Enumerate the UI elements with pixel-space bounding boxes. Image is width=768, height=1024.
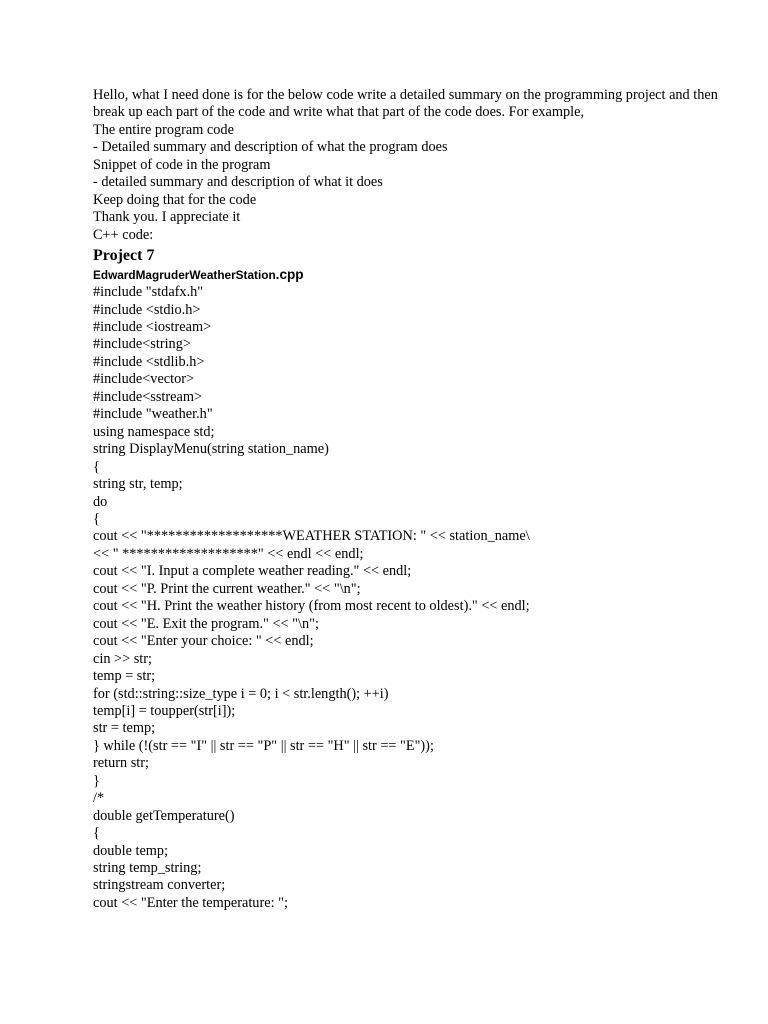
code-line: cin >> str; (93, 650, 153, 667)
code-line: cout << "E. Exit the program." << "\n"; (93, 615, 319, 632)
code-line: #include <iostream> (93, 318, 212, 335)
code-line: cout << "H. Print the weather history (from most recent to oldest)." << endl; (93, 598, 530, 615)
intro-line: Thank you. I appreciate it (93, 209, 241, 226)
code-line: #include<string> (93, 336, 191, 353)
code-line: } while (!(str == "I" || str == "P" || str == "H" || str == "E")); (93, 737, 434, 754)
file-name: EdwardMagruderWeatherStation (93, 268, 276, 283)
file-name-heading (93, 266, 733, 284)
document-content (93, 87, 733, 912)
code-line: cout << "I. Input a complete weather reading." << endl; (93, 563, 412, 580)
code-line: #include<vector> (93, 371, 195, 388)
code-line: } (93, 772, 100, 789)
code-line: temp[i] = toupper(str[i]); (93, 702, 236, 719)
intro-lines (93, 122, 733, 244)
intro-line: Snippet of code in the program (93, 156, 271, 173)
intro-line: - detailed summary and description of what it does (93, 174, 383, 191)
code-line: str = temp; (93, 720, 156, 737)
intro-paragraph: Hello, what I need done is for the below code write a detailed summary on the programming project and then break up each part of the code and write what that part of the code does. For example, (93, 87, 718, 121)
code-line: { (93, 510, 100, 527)
code-line: /* (93, 790, 105, 807)
code-line: string temp_string; (93, 860, 202, 877)
code-line: #include "stdafx.h" (93, 284, 204, 301)
code-line: using namespace std; (93, 423, 215, 440)
code-line: string DisplayMenu(string station_name) (93, 441, 329, 458)
code-line: #include "weather.h" (93, 406, 213, 423)
intro-line: The entire program code (93, 121, 234, 138)
file-extension: .cpp (275, 267, 304, 283)
code-line: do (93, 493, 108, 510)
code-line: #include <stdlib.h> (93, 353, 205, 370)
code-line: stringstream converter; (93, 877, 226, 894)
code-line: cout << "*******************WEATHER STATION: " << station_name\ (93, 528, 530, 545)
code-line: cout << "P. Print the current weather." << "\n"; (93, 580, 361, 597)
code-line: string str, temp; (93, 476, 183, 493)
code-line: #include<sstream> (93, 388, 203, 405)
code-line: { (93, 825, 100, 842)
intro-line: - Detailed summary and description of what the program does (93, 139, 448, 156)
code-line: return str; (93, 755, 149, 772)
intro-line: C++ code: (93, 226, 154, 243)
code-line: cout << "Enter the temperature: "; (93, 894, 288, 911)
project-title: Project 7 (93, 247, 155, 265)
code-line: for (std::string::size_type i = 0; i < str.length(); ++i) (93, 685, 389, 702)
code-line: double getTemperature() (93, 807, 235, 824)
intro-line: Keep doing that for the code (93, 191, 257, 208)
code-line: double temp; (93, 842, 169, 859)
code-line: cout << "Enter your choice: " << endl; (93, 633, 314, 650)
code-listing (93, 284, 733, 912)
code-line: << " *******************" << endl << endl; (93, 545, 364, 562)
code-line: temp = str; (93, 668, 156, 685)
code-line: #include <stdio.h> (93, 301, 201, 318)
code-line: { (93, 458, 100, 475)
